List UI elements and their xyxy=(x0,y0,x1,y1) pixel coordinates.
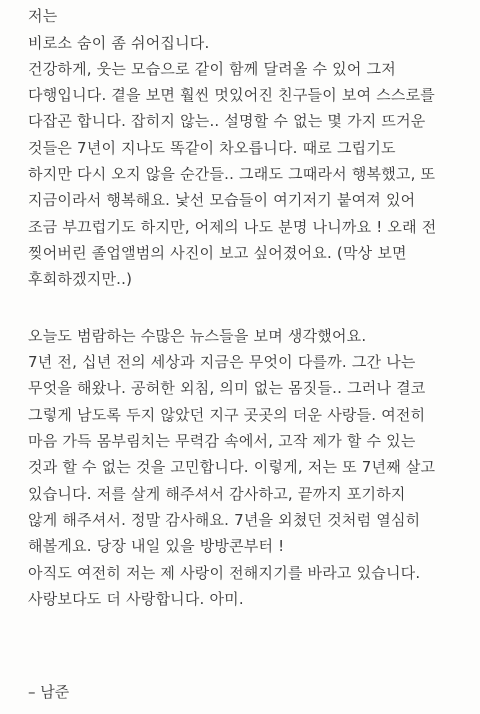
letter-line: 마음 가득 몸부림치는 무력감 속에서, 고작 제가 할 수 있는 xyxy=(28,432,416,450)
letter-line: 있습니다. 저를 살게 해주셔서 감사하고, 끝까지 포기하지 xyxy=(28,485,406,503)
letter-line: 오늘도 범람하는 수많은 뉴스들을 보며 생각했어요. xyxy=(28,327,367,345)
letter-line: 그렇게 남도록 두지 않았던 지구 곳곳의 더운 사랑들. 여전히 xyxy=(28,406,426,424)
letter-line: 해볼게요. 당장 내일 있을 방방콘부터 ! xyxy=(28,537,285,555)
letter-line: 않게 해주셔서. 정말 감사해요. 7년을 외쳤던 것처럼 열심히 xyxy=(28,511,421,529)
letter-line: 후회하겠지만..) xyxy=(28,270,133,288)
signature: – 남준 xyxy=(28,683,70,701)
letter-line: 비로소 숨이 좀 쉬어집니다. xyxy=(28,34,210,52)
letter-line: 하지만 다시 오지 않을 순간들.. 그래도 그때라서 행복했고, 또 xyxy=(28,165,436,183)
letter-line: 건강하게, 웃는 모습으로 같이 함께 달려올 수 있어 그저 xyxy=(28,60,396,78)
letter-line: 무엇을 해왔나. 공허한 외침, 의미 없는 몸짓들.. 그러나 결코 xyxy=(28,379,426,397)
letter-line: 것과 할 수 없는 것을 고민합니다. 이렇게, 저는 또 7년째 살고 xyxy=(28,458,436,476)
letter-line: 것들은 7년이 지나도 똑같이 차오릅니다. 때로 그립기도 xyxy=(28,139,396,157)
letter-line: 사랑보다도 더 사랑합니다. 아미. xyxy=(28,590,244,608)
letter-line: 지금이라서 행복해요. 낯선 모습들이 여기저기 붙여져 있어 xyxy=(28,191,416,209)
letter-line: 다잡곤 합니다. 잡히지 않는.. 설명할 수 없는 몇 가지 뜨거운 xyxy=(28,112,426,130)
letter-line: 7년 전, 십년 전의 세상과 지금은 무엇이 다를까. 그간 나는 xyxy=(28,353,416,371)
letter-line: 아직도 여전히 저는 제 사랑이 전해지기를 바라고 있습니다. xyxy=(28,564,421,582)
letter-line: 조금 부끄럽기도 하지만, 어제의 나도 분명 나니까요 ! 오래 전 xyxy=(28,218,437,236)
letter-line: 저는 xyxy=(28,7,58,25)
letter-line: 다행입니다. 곁을 보면 훨씬 멋있어진 친구들이 보여 스스로를 xyxy=(28,86,435,104)
letter-line: 찢어버린 졸업앨범의 사진이 보고 싶어졌어요. (막상 보면 xyxy=(28,244,407,262)
